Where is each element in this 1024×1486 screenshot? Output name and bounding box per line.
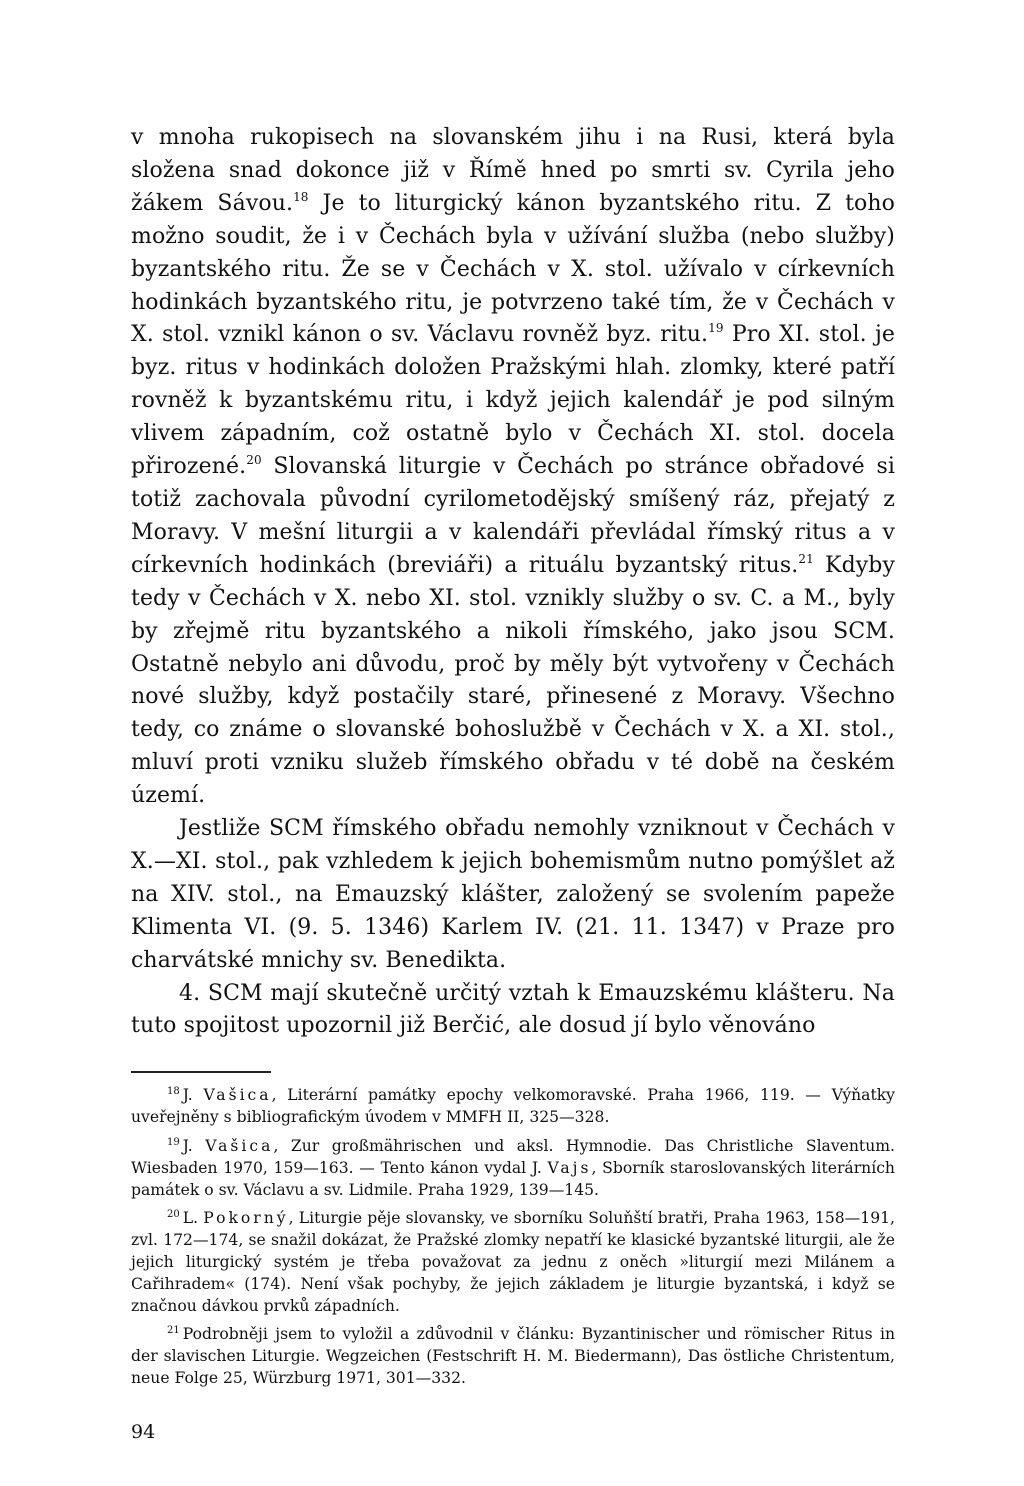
footnote-initial: J. [182, 1136, 206, 1155]
footnote-21 [131, 1324, 895, 1389]
footnote-text: , Literární památky epochy velkomoravské. Praha 1966, 119. — Výňatky uveřejněny s bibliografickým úvodem v MMFH II, 325—328. [131, 1086, 895, 1127]
footnote-author: Vašica [205, 1136, 274, 1155]
footnote-19 [131, 1136, 895, 1201]
footnote-20 [131, 1208, 895, 1317]
page-number: 94 [131, 1421, 156, 1443]
footnote-number: 20 [167, 1209, 180, 1221]
footnote-number: 18 [167, 1086, 180, 1098]
footnote-ref-20: 20 [246, 453, 262, 468]
paragraph-1 [131, 122, 895, 813]
paragraph-1-part-a: v mnoha rukopisech na slovanském jihu i na Rusi, která byla složena snad dokonce již v Římě hned po smrti sv. Cyrila jeho žákem Sávou. [131, 125, 895, 216]
footnote-text: , Liturgie pěje slovansky, ve sborníku Soluňští bratři, Praha 1963, 158—191, zvl. 172—174, se snažil dokázat, že Pražské zlomky nepatří ke klasické byzantské liturgii, ale že jejich liturgický systém je třeba považovat za jednu z oněch »liturgií mezi Milánem a Cařihradem« (174). Není však pochyby, že jejich základem je liturgie byzantská, i když se značnou dávkou prvků západních. [131, 1209, 895, 1315]
page-content [131, 122, 895, 1397]
footnote-author-2: Vajs [547, 1158, 592, 1177]
paragraph-1-part-d: Slovanská liturgie v Čechách po stránce obřadové si totiž zachovala původní cyrilometodějský smíšený ráz, přejatý z Moravy. V mešní liturgii a v kalendáři převládal římský ritus a v církevních hodinkách (breviáři) a rituálu byzantský ritus. [131, 454, 895, 578]
footnote-number: 21 [167, 1325, 180, 1337]
footnote-text-2: , Sborník staroslovanských literárních památek o sv. Václavu a sv. Lidmile. Praha 1929, 139—145. [131, 1158, 895, 1199]
paragraph-1-part-b: Je to liturgický kánon byzantského ritu. Z toho možno soudit, že i v Čechách byla v užívání služba (nebo služby) byzantského ritu. Že se v Čechách v X. stol. užívalo v církevních hodinkách byzantského ritu, je potvrzeno také tím, že v Čechách v X. stol. vznikl kánon o sv. Václavu rovněž byz. ritu. [131, 190, 896, 348]
footnote-ref-19: 19 [708, 321, 724, 336]
footnote-author: Pokorný [203, 1209, 289, 1228]
paragraph-1-part-c: Pro XI. stol. je byz. ritus v hodinkách doložen Pražskými hlah. zlomky, které patří rovněž k byzantskému ritu, i když jejich kalendář je pod silným vlivem západním, což ostatně bylo v Čechách XI. stol. docela přirozené. [131, 322, 895, 480]
footnotes [131, 1085, 895, 1389]
footnote-initial: J. [182, 1086, 204, 1105]
footnote-number: 19 [167, 1136, 180, 1148]
footnote-divider [131, 1071, 271, 1073]
footnote-ref-21: 21 [798, 551, 814, 566]
paragraph-1-part-e: Kdyby tedy v Čechách v X. nebo XI. stol. vznikly služby o sv. C. a M., byly by zřejmě ritu byzantského a nikoli římského, jako jsou SCM. Ostatně nebylo ani důvodu, proč by měly být vytvořeny v Čechách nové služby, když postačily staré, přinesené z Moravy. Všechno tedy, co známe o slovanské bohoslužbě v Čechách v X. a XI. stol., mluví proti vzniku služeb římského obřadu v té době na českém území. [131, 552, 895, 809]
footnote-initial: L. [182, 1209, 204, 1228]
footnote-18 [131, 1085, 895, 1129]
footnote-text: Podrobněji jsem to vyložil a zdůvodnil v článku: Byzantinischer und römischer Ritus in der slavischen Liturgie. Wegzeichen (Festschrift H. M. Biedermann), Das östliche Christentum, neue Folge 25, Würzburg 1971, 301—332. [131, 1325, 895, 1387]
footnote-text: , Zur großmährischen und aksl. Hymnodie. Das Christliche Slaventum. Wiesbaden 1970, 159—163. — Tento kánon vydal J. [131, 1136, 895, 1177]
paragraph-3: 4. SCM mají skutečně určitý vztah k Emauzskému klášteru. Na tuto spojitost upozornil již Berčić, ale dosud jí bylo věnováno [131, 980, 895, 1039]
main-text [131, 122, 895, 1043]
footnote-ref-18: 18 [293, 189, 309, 204]
footnote-author: Vašica [203, 1086, 272, 1105]
paragraph-2: Jestliže SCM římského obřadu nemohly vzniknout v Čechách v X.—XI. stol., pak vzhledem k jejich bohemismům nutno pomýšlet až na XIV. stol., na Emauzský klášter, založený se svolením papeže Klimenta VI. (9. 5. 1346) Karlem IV. (21. 11. 1347) v Praze pro charvátské mnichy sv. Benedikta. [131, 816, 895, 973]
